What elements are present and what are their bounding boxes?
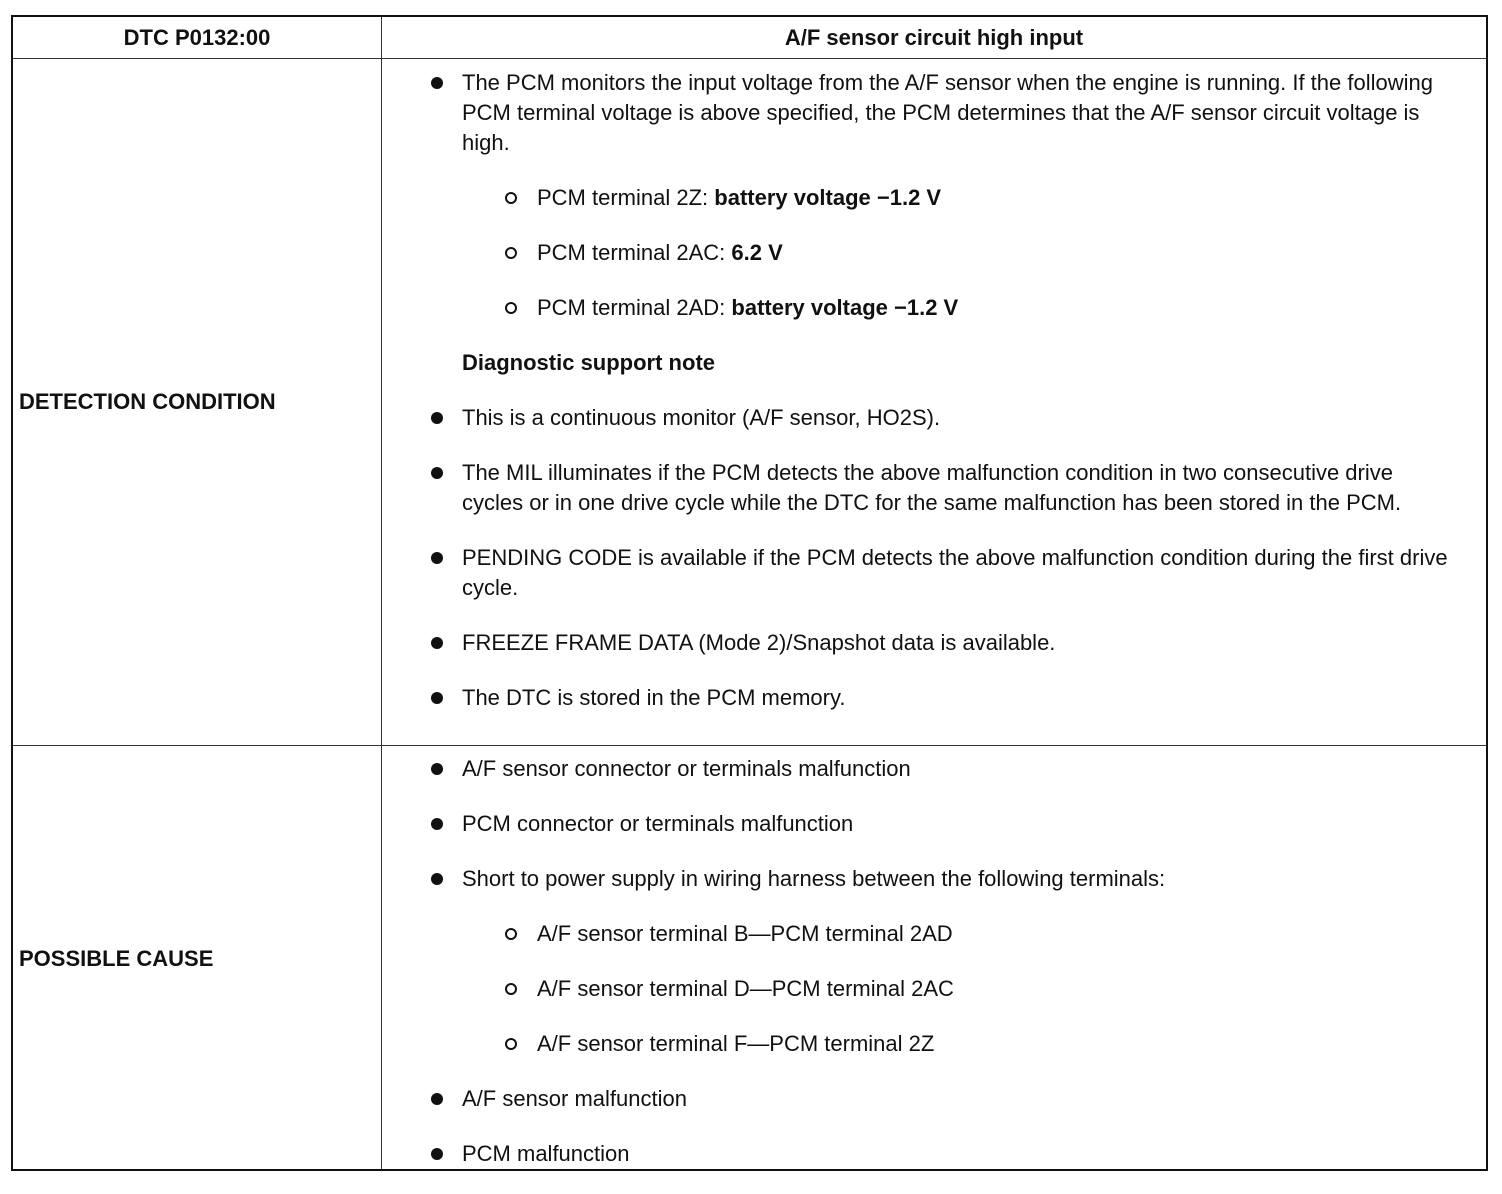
cause-text: PCM connector or terminals malfunction xyxy=(462,811,854,836)
cause-text: A/F sensor malfunction xyxy=(462,1086,687,1111)
note-text: The MIL illuminates if the PCM detects the above malfunction condition in two consecutive drive cycles or in one drive cycle while the DTC for the same malfunction has been stored in the PCM. xyxy=(462,460,1402,515)
list-item xyxy=(382,1084,1486,1114)
cause-subtext: A/F sensor terminal B—PCM terminal 2AD xyxy=(537,921,953,946)
list-subitem xyxy=(382,183,1486,213)
hollow-bullet-icon xyxy=(505,247,517,259)
terminal-name: PCM terminal 2Z: xyxy=(537,185,709,210)
diagnostic-note-heading: Diagnostic support note xyxy=(462,350,715,375)
cause-text: A/F sensor connector or terminals malfunction xyxy=(462,756,911,781)
terminal-name: PCM terminal 2AC: xyxy=(537,240,726,265)
possible-cause-content xyxy=(382,754,1486,1194)
list-item xyxy=(382,864,1486,894)
hollow-bullet-icon xyxy=(505,983,517,995)
list-item xyxy=(382,403,1486,433)
list-item xyxy=(382,628,1486,658)
filled-bullet-icon xyxy=(431,763,443,775)
cause-subtext: A/F sensor terminal D—PCM terminal 2AC xyxy=(537,976,954,1001)
filled-bullet-icon xyxy=(431,873,443,885)
cause-subtext: A/F sensor terminal F—PCM terminal 2Z xyxy=(537,1031,935,1056)
note-text: PENDING CODE is available if the PCM detects the above malfunction condition during the first drive cycle. xyxy=(462,545,1448,600)
filled-bullet-icon xyxy=(431,818,443,830)
cause-text: PCM malfunction xyxy=(462,1141,630,1166)
filled-bullet-icon xyxy=(431,467,443,479)
filled-bullet-icon xyxy=(431,412,443,424)
detection-condition-content xyxy=(382,68,1486,738)
dtc-table xyxy=(11,15,1488,1171)
terminal-name: PCM terminal 2AD: xyxy=(537,295,726,320)
detection-condition-label-text: DETECTION CONDITION xyxy=(19,389,276,414)
dtc-title-header: A/F sensor circuit high input xyxy=(784,24,1084,50)
list-subitem xyxy=(382,974,1486,1004)
cause-text: Short to power supply in wiring harness between the following terminals: xyxy=(462,866,1166,891)
detection-condition-label xyxy=(19,59,379,745)
note-text: This is a continuous monitor (A/F sensor, HO2S). xyxy=(462,405,941,430)
hollow-bullet-icon xyxy=(505,302,517,314)
hollow-bullet-icon xyxy=(505,1038,517,1050)
list-subitem xyxy=(382,293,1486,323)
terminal-value: battery voltage −1.2 V xyxy=(714,185,942,210)
filled-bullet-icon xyxy=(431,637,443,649)
list-item xyxy=(382,683,1486,713)
list-item xyxy=(382,754,1486,784)
list-item xyxy=(382,1139,1486,1169)
filled-bullet-icon xyxy=(431,77,443,89)
filled-bullet-icon xyxy=(431,1148,443,1160)
list-subitem xyxy=(382,919,1486,949)
list-item xyxy=(382,68,1486,158)
hollow-bullet-icon xyxy=(505,928,517,940)
filled-bullet-icon xyxy=(431,552,443,564)
dtc-code-header: DTC P0132:00 xyxy=(123,24,271,50)
hollow-bullet-icon xyxy=(505,192,517,204)
list-item xyxy=(382,543,1486,603)
filled-bullet-icon xyxy=(431,1093,443,1105)
note-text: FREEZE FRAME DATA (Mode 2)/Snapshot data is available. xyxy=(462,630,1056,655)
list-item xyxy=(382,458,1486,518)
terminal-value: 6.2 V xyxy=(731,240,783,265)
list-subitem xyxy=(382,238,1486,268)
filled-bullet-icon xyxy=(431,692,443,704)
possible-cause-label-text: POSSIBLE CAUSE xyxy=(19,945,214,971)
detection-intro: The PCM monitors the input voltage from the A/F sensor when the engine is running. If the following PCM terminal voltage is above specified, the PCM determines that the A/F sensor circuit voltage is high. xyxy=(462,70,1433,155)
note-text: The DTC is stored in the PCM memory. xyxy=(462,685,846,710)
list-item xyxy=(382,809,1486,839)
list-subitem xyxy=(382,1029,1486,1059)
possible-cause-label xyxy=(19,746,379,1171)
terminal-value: battery voltage −1.2 V xyxy=(731,295,959,320)
